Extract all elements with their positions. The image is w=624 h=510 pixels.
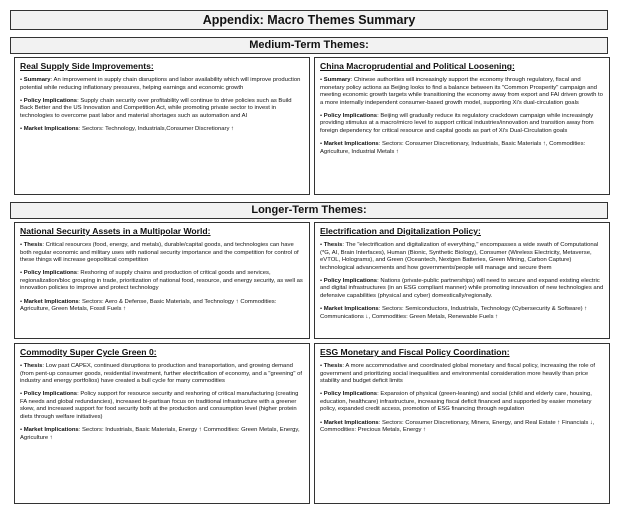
bullet-marker: •: [20, 125, 23, 132]
bullet-text: Sectors: Consumer Discretionary, Industrials, Basic Materials ↑, Commodities: Agriculture, Industrial Metals ↑: [320, 141, 586, 155]
bullet-marker: •: [320, 277, 323, 284]
bullet-marker: •: [20, 242, 23, 248]
bullet-separator: :: [77, 97, 81, 104]
bullet-separator: :: [342, 363, 346, 369]
bullet-marker: •: [320, 419, 323, 426]
theme-bullet: [20, 77, 304, 92]
bullet-label: Thesis: [323, 363, 343, 369]
longer-term-header: Longer-Term Themes:: [10, 202, 608, 219]
theme-bullet: [320, 420, 604, 435]
bullet-marker: •: [320, 112, 323, 119]
bullet-marker: •: [320, 77, 323, 83]
theme-bullet: [320, 363, 604, 386]
bullet-label: Policy Implications: [323, 391, 378, 398]
bullet-separator: :: [42, 363, 46, 369]
theme-bullet: [320, 77, 604, 107]
theme-box-china: [314, 57, 610, 195]
bullet-marker: •: [320, 306, 323, 313]
bullet-marker: •: [320, 141, 323, 148]
theme-heading: ESG Monetary and Fiscal Policy Coordination:: [320, 347, 510, 357]
bullet-text: Sectors: Consumer Discretionary, Miners, Energy, and Real Estate ↑ Financials ↓, Commodities: Precious Metals, Energy ↑: [320, 419, 595, 434]
bullet-text: Policy support for resource security and reshoring of critical manufacturing (creating FA needs and global redundancies), increased bi-partisan focus on traditional infrastructure with a greener skew, and increased support for food security both at the production and consumption level (higher protein diets through welfare initiatives): [20, 391, 299, 421]
theme-bullet: [20, 363, 304, 386]
bullet-text: Sectors: Semiconductors, Industrials, Technology (Cybersecurity & Software) ↑ Communications ↓, Commodities: Green Metals, Renewable Fuels ↑: [320, 306, 588, 320]
bullet-separator: :: [78, 125, 82, 132]
bullet-separator: :: [378, 419, 382, 426]
page-title: Appendix: Macro Themes Summary: [10, 10, 608, 30]
bullet-label: Policy Implications: [23, 270, 78, 277]
theme-bullet: [20, 126, 304, 134]
bullet-separator: :: [342, 242, 346, 248]
theme-heading: China Macroprudential and Political Loosening:: [320, 61, 515, 71]
bullet-separator: :: [42, 242, 46, 248]
bullet-text: Supply chain security over profitability will continue to drive policies such as Build Back Better and the US Innovation and Competition Act, while promoting private sector to invest in technologies to overcome past labor and material shortages such as automation and AI: [20, 97, 292, 119]
bullet-marker: •: [20, 391, 23, 398]
bullet-marker: •: [20, 363, 23, 369]
bullet-separator: :: [78, 298, 82, 305]
bullet-marker: •: [20, 97, 23, 104]
bullet-text: Low past CAPEX, continued disruptions to production and transportation, and growing demand (from pent-up consumer goods, residential investment, further electrification of economy, and a "greening" of industry and energy portfolios) have created a bull cycle for many commodities: [20, 363, 303, 385]
theme-box-national-security: [14, 222, 310, 339]
bullet-separator: :: [78, 427, 82, 434]
bullet-separator: :: [77, 270, 81, 277]
bullet-label: Market Implications: [323, 419, 379, 426]
bullet-label: Thesis: [323, 242, 343, 248]
bullet-separator: :: [350, 77, 354, 83]
bullet-label: Summary: [23, 77, 51, 83]
theme-heading: National Security Assets in a Multipolar World:: [20, 226, 211, 236]
theme-bullet: [20, 427, 304, 442]
bullet-label: Policy Implications: [323, 277, 378, 284]
bullet-text: Sectors: Technology, Industrials,Consumer Discretionary ↑: [81, 125, 235, 132]
bullet-text: Sectors: Aero & Defense, Basic Materials, and Technology ↑ Commodities: Agriculture, Green Metals, Fossil Fuels ↑: [20, 298, 277, 313]
bullet-marker: •: [320, 363, 323, 369]
bullet-text: The "electrification and digitalization of everything," encompasses a wide swath of Computational (*G, AI, Brain Interfaces), Human (Bionic, Synthetic Biology), Consumer (Wireless Electricity, Metaverse, eVTOL, Holograms), and Green (Oceantech, Nextgen Batteries, Green Mining, Carbon Capture) technological advancements and how governments/people will manage and secure them: [320, 242, 599, 271]
bullet-text: Reshoring of supply chains and production of critical goods and services, regionalization/bloc grouping in trade, prioritization of national food, resource, and energy security, as well as innovation policies to improve and protect technology: [20, 270, 303, 292]
bullet-text: Sectors: Industrials, Basic Materials, Energy ↑ Commodities: Green Metals, Energy, Agriculture ↑: [20, 427, 300, 441]
bullet-label: Market Implications: [23, 298, 79, 305]
bullet-separator: :: [377, 277, 381, 284]
bullet-separator: :: [378, 306, 382, 313]
theme-bullet: [320, 278, 604, 301]
bullet-text: Expansion of physical (green-leaning) and social (child and elderly care, housing, education, healthcare) infrastructure, increasing fiscal deficit financed and supported by easier monetary policy, expanded credit access, promotion of ESG financing through regulation: [320, 391, 592, 413]
bullet-label: Market Implications: [23, 125, 79, 132]
bullet-text: Chinese authorities will increasingly support the economy through regulatory, fiscal and monetary policy actions as Beijing looks to find a balance between its "Common Prosperity" campaign and meeting economic growth targets while transitioning the economy away from export and FAI driven growth to a more internally independent consumer-based growth model, supporting Xi's dual-circulation goals: [320, 77, 603, 106]
theme-bullet: [320, 242, 604, 272]
theme-bullet: [320, 113, 604, 136]
bullet-label: Thesis: [23, 242, 43, 248]
bullet-marker: •: [20, 427, 23, 434]
bullet-label: Market Implications: [23, 427, 79, 434]
bullet-label: Market Implications: [323, 306, 379, 313]
theme-box-esg-policy: [314, 343, 610, 504]
bullet-marker: •: [20, 298, 23, 305]
bullet-separator: :: [377, 112, 381, 119]
theme-box-electrification: [314, 222, 610, 339]
medium-term-header: Medium-Term Themes:: [10, 37, 608, 54]
theme-bullet: [320, 141, 604, 156]
bullet-marker: •: [320, 242, 323, 248]
theme-heading: Real Supply Side Improvements:: [20, 61, 154, 71]
bullet-separator: :: [377, 391, 381, 398]
bullet-text: Nations (private-public partnerships) will need to secure and expand existing electric and digital infrastructures (in an ESG compliant manner) while promoting innovation of new technologies and defensive capabilities (physical and cyber) domestically/regionally.: [320, 277, 604, 300]
bullet-text: A more accommodative and coordinated global monetary and fiscal policy, increasing the role of government and prioritizing social inequalities and environmental consideration more heavily than price stability and budget deficit limits: [320, 363, 596, 385]
bullet-text: An improvement in supply chain disruptions and labor availability which will improve production potential while reducing inflationary pressures, helping earnings and economic growth: [20, 77, 301, 91]
bullet-label: Policy Implications: [323, 112, 378, 119]
theme-box-supply-side: [14, 57, 310, 195]
theme-heading: Commodity Super Cycle Green 0:: [20, 347, 157, 357]
bullet-label: Market Implications: [323, 141, 379, 148]
bullet-text: Beijing will gradually reduce its regulatory crackdown campaign while increasingly providing stimulus at a macro/micro level to support critical industries/innovation and transition away from foreign dependency for critical resource and capital goods as part of Xi's Dual-Circulation goals: [320, 112, 594, 135]
theme-heading: Electrification and Digitalization Policy:: [320, 226, 481, 236]
theme-box-commodity-super-cycle: [14, 343, 310, 504]
bullet-separator: :: [378, 141, 382, 148]
bullet-marker: •: [20, 270, 23, 277]
bullet-marker: •: [20, 77, 23, 83]
theme-bullet: [320, 306, 604, 321]
bullet-label: Policy Implications: [23, 97, 78, 104]
bullet-label: Policy Implications: [23, 391, 78, 398]
bullet-separator: :: [77, 391, 81, 398]
theme-bullet: [320, 391, 604, 414]
theme-bullet: [20, 299, 304, 314]
theme-bullet: [20, 391, 304, 421]
bullet-marker: •: [320, 391, 323, 398]
theme-bullet: [20, 242, 304, 265]
bullet-label: Thesis: [23, 363, 43, 369]
bullet-separator: :: [50, 77, 54, 83]
theme-bullet: [20, 98, 304, 121]
theme-bullet: [20, 270, 304, 293]
bullet-label: Summary: [323, 77, 351, 83]
bullet-text: Critical resources (food, energy, and metals), durable/capital goods, and technologies can have both regular economic and military uses with national security importance and the competition for control of these things will increase geopolitical competition: [20, 242, 299, 264]
